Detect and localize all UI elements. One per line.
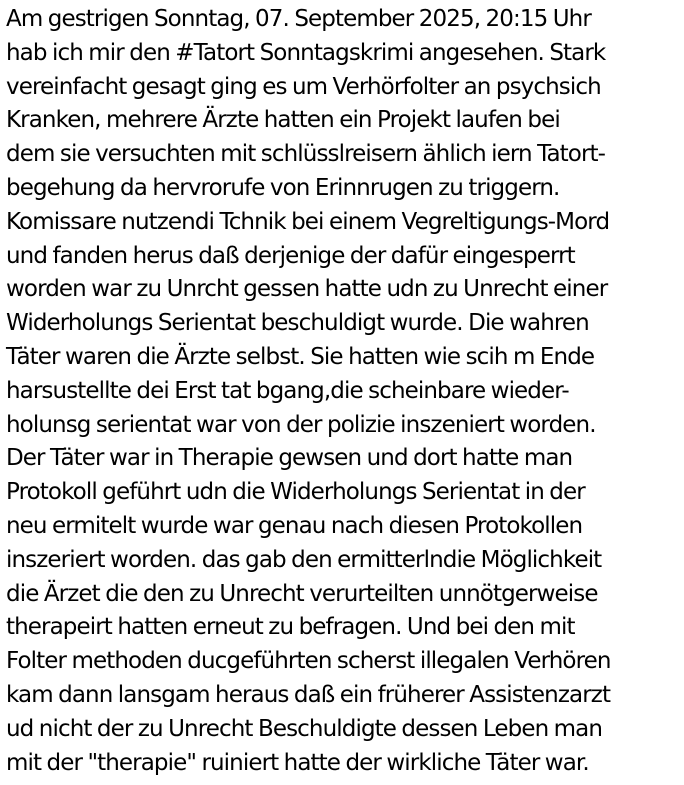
text-line: Protokoll geführt udn die Widerholungs Serientat in der bbox=[6, 479, 585, 506]
text-line: neu ermitelt wurde war genau nach diesen Protokollen bbox=[6, 512, 583, 539]
text-line: die Ärzet die den zu Unrecht verurteilten unnötgerweise bbox=[6, 580, 598, 607]
text-line: ud nicht der zu Unrecht Beschuldigte dessen Leben man bbox=[6, 715, 603, 742]
text-line: begehung da hervrorufe von Erinnrugen zu triggern. bbox=[6, 174, 560, 201]
document-body bbox=[6, 3, 682, 780]
text-line: vereinfacht gesagt ging es um Verhörfolter an psychsich bbox=[6, 73, 601, 100]
text-line: worden war zu Unrcht gessen hatte udn zu Unrecht einer bbox=[6, 276, 608, 303]
text-line: harsustellte dei Erst tat bgang,die scheinbare wieder- bbox=[6, 377, 569, 404]
text-line: Komissare nutzendi Tchnik bei einem Vegreltigungs-Mord bbox=[6, 208, 610, 235]
text-line: Kranken, mehrere Ärzte hatten ein Projekt laufen bei bbox=[6, 107, 560, 134]
text-line: holunsg serientat war von der polizie inszeniert worden. bbox=[6, 411, 596, 438]
text-line: inszeriert worden. das gab den ermitterlndie Möglichkeit bbox=[6, 546, 602, 573]
text-line: mit der "therapie" ruiniert hatte der wirkliche Täter war. bbox=[6, 749, 589, 776]
text-line: dem sie versuchten mit schlüsslreisern ählich iern Tatort- bbox=[6, 141, 606, 168]
text-line: Widerholungs Serientat beschuldigt wurde. Die wahren bbox=[6, 310, 589, 337]
text-line: und fanden herus daß derjenige der dafür eingesperrt bbox=[6, 242, 575, 269]
text-line: Der Täter war in Therapie gewsen und dort hatte man bbox=[6, 445, 573, 472]
text-line: Am gestrigen Sonntag, 07. September 2025, 20:15 Uhr bbox=[6, 6, 591, 32]
text-line: kam dann lansgam heraus daß ein früherer Assistenzarzt bbox=[6, 681, 611, 708]
text-line: therapeirt hatten erneut zu befragen. Und bei den mit bbox=[6, 614, 575, 641]
text-line: Folter methoden ducgeführten scherst illegalen Verhören bbox=[6, 648, 611, 675]
text-line: Täter waren die Ärzte selbst. Sie hatten wie scih m Ende bbox=[6, 343, 595, 370]
text-line: hab ich mir den #Tatort Sonntagskrimi angesehen. Stark bbox=[6, 39, 606, 66]
